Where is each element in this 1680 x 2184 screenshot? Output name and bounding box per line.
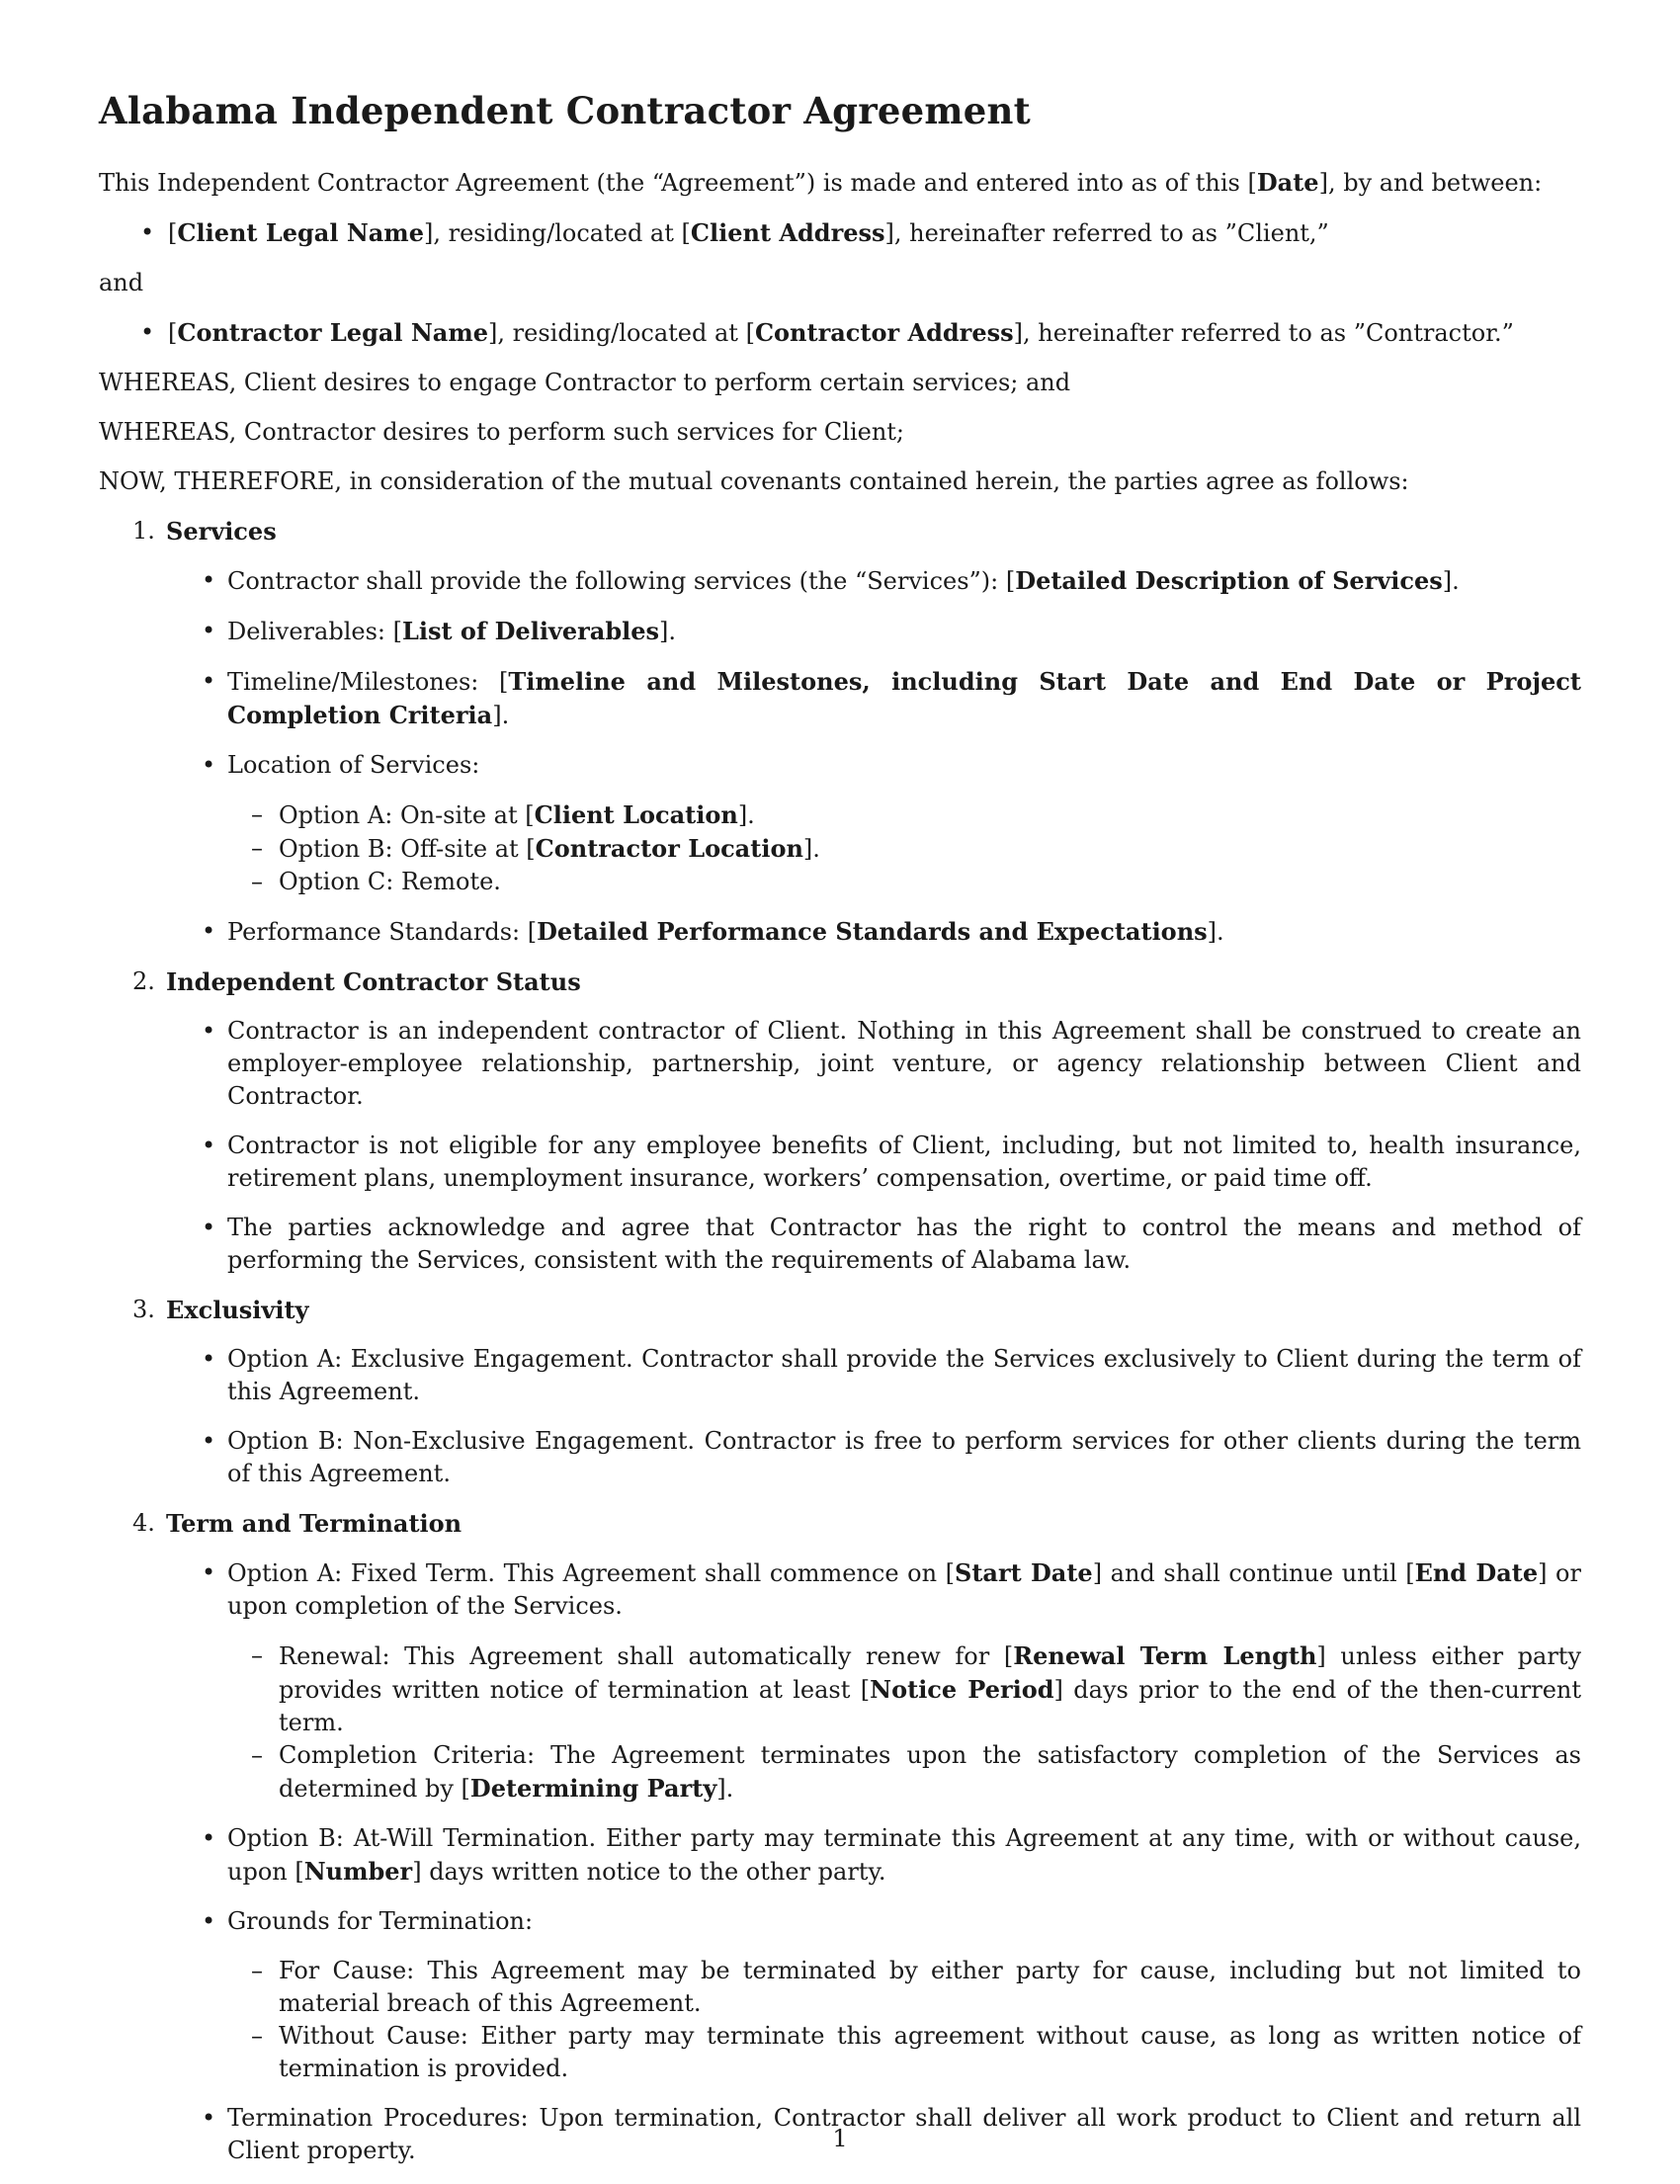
contractor-name-placeholder: Contractor Legal Name: [177, 318, 489, 347]
list-item: [99, 665, 1581, 732]
section-contractor-status: [99, 966, 1581, 1277]
and-text: and: [99, 269, 144, 296]
item-text: Grounds for Termination:: [227, 1907, 534, 1935]
item-text: Renewal: This Agreement shall automatically renew for [: [279, 1642, 1014, 1670]
section-exclusivity: [99, 1294, 1581, 1490]
placeholder: Timeline and Milestones, including Start Date and End Date or Project Completion Criteria: [227, 667, 1581, 729]
list-item: • Option B: Non-Exclusive Engagement. Contractor is free to perform services for other clients during the term of this Agreement.: [99, 1425, 1581, 1490]
item-text: Option A: Fixed Term. This Agreement shall commence on [: [227, 1559, 955, 1587]
item-text: ] days prior to the end of the then-current term.: [279, 1676, 1582, 1736]
whereas-1: WHEREAS, Client desires to engage Contractor to perform certain services; and: [99, 369, 1071, 396]
placeholder: Number: [303, 1857, 413, 1886]
item-text: Performance Standards: [: [227, 918, 538, 946]
item-text: ].: [802, 835, 820, 863]
section-title: Exclusivity: [166, 1296, 309, 1324]
sections-list: [99, 515, 1581, 2167]
section-heading: [99, 515, 1581, 547]
item-text: ].: [659, 618, 677, 645]
sub-list: [99, 1639, 1581, 1806]
sub-item: [99, 866, 1581, 898]
list-item: [99, 1822, 1581, 1889]
placeholder: Start Date: [954, 1558, 1093, 1587]
list-item: • Contractor is not eligible for any employee benefits of Client, including, but not limited to, health insurance, retirement plans, unemployment insurance, workers’ compensation, overtime, or paid time off.: [99, 1130, 1581, 1195]
page-number: 1: [832, 2125, 848, 2152]
sub-item: [99, 1739, 1581, 1806]
list-item: [99, 1556, 1581, 1806]
section-title: Term and Termination: [166, 1509, 462, 1538]
placeholder: List of Deliverables: [401, 617, 660, 645]
section-items: [99, 564, 1581, 949]
section-services: [99, 515, 1581, 949]
sub-item: [99, 832, 1581, 866]
party-text: ], residing/located at [: [423, 219, 691, 247]
item-text: Option C: Remote.: [279, 868, 501, 895]
party-client: [99, 216, 1581, 250]
section-title: Services: [166, 517, 277, 546]
item-text: ].: [1442, 567, 1460, 595]
list-item: [99, 1905, 1581, 2085]
whereas-2: WHEREAS, Contractor desires to perform such services for Client;: [99, 418, 905, 446]
section-items: [99, 1556, 1581, 2167]
party-contractor: [99, 316, 1581, 350]
document-page: [99, 87, 1581, 2184]
item-text: Option B: Off-site at [: [279, 835, 536, 863]
item-text: ].: [737, 801, 755, 829]
party-text: ], residing/located at [: [488, 319, 755, 347]
section-number: 2.: [132, 967, 155, 995]
item-text: ].: [716, 1775, 734, 1803]
placeholder: Client Location: [534, 800, 738, 829]
section-items: [99, 1015, 1581, 1277]
section-term-termination: [99, 1507, 1581, 2167]
client-name-placeholder: Client Legal Name: [177, 218, 424, 247]
date-placeholder: Date: [1256, 168, 1319, 197]
item-text: Timeline/Milestones: [: [227, 668, 509, 696]
contractor-address-placeholder: Contractor Address: [754, 318, 1014, 347]
item-text: Location of Services:: [227, 751, 480, 779]
document-title: Alabama Independent Contractor Agreement: [99, 89, 1031, 132]
sub-item: [99, 1639, 1581, 1739]
bracket: [: [168, 219, 178, 247]
item-text: Contractor shall provide the following services (the “Services”): [: [227, 567, 1016, 595]
placeholder: Determining Party: [469, 1774, 717, 1803]
intro-paragraph: [99, 166, 1581, 200]
section-title: Independent Contractor Status: [166, 967, 581, 996]
item-text: ] unless either party provides written notice of termination at least [: [279, 1642, 1581, 1704]
section-heading: [99, 1294, 1581, 1326]
client-address-placeholder: Client Address: [690, 218, 885, 247]
list-item: • Contractor is an independent contractor of Client. Nothing in this Agreement shall be construed to create an employer-employee relationship, partnership, joint venture, or agency relationship between Client and Contractor.: [99, 1015, 1581, 1113]
sub-item: – Without Cause: Either party may terminate this agreement without cause, as long as written notice of termination is provided.: [99, 2020, 1581, 2085]
section-items: [99, 1343, 1581, 1490]
party-text: ], hereinafter referred to as ”Contractor.”: [1013, 319, 1514, 347]
section-heading: [99, 966, 1581, 998]
item-text: Deliverables: [: [227, 618, 402, 645]
intro-suffix: ], by and between:: [1318, 169, 1543, 197]
list-item: [99, 564, 1581, 598]
party-list-contractor: [99, 316, 1581, 350]
item-text: ].: [492, 702, 510, 729]
list-item: • Option A: Exclusive Engagement. Contractor shall provide the Services exclusively to Client during the term of this Agreement.: [99, 1343, 1581, 1408]
placeholder: Renewal Term Length: [1013, 1641, 1317, 1670]
sub-item: [99, 798, 1581, 832]
item-text: ] or upon completion of the Services.: [227, 1559, 1581, 1620]
sub-list: [99, 1955, 1581, 2085]
section-number: 4.: [132, 1509, 155, 1537]
placeholder: End Date: [1414, 1558, 1539, 1587]
party-text: ], hereinafter referred to as ”Client,”: [884, 219, 1329, 247]
list-item: [99, 915, 1581, 949]
item-text: ] and shall continue until [: [1092, 1559, 1415, 1587]
intro-prefix: This Independent Contractor Agreement (the “Agreement”) is made and entered into as of this [: [99, 169, 1257, 197]
item-text: ].: [1207, 918, 1224, 946]
bracket: [: [168, 319, 178, 347]
list-item: [99, 749, 1581, 898]
placeholder: Notice Period: [870, 1675, 1054, 1704]
list-item: • Termination Procedures: Upon termination, Contractor shall deliver all work product to Client and return all Client property.: [99, 2102, 1581, 2167]
placeholder: Contractor Location: [535, 834, 803, 863]
placeholder: Detailed Description of Services: [1015, 566, 1443, 595]
placeholder: Detailed Performance Standards and Expectations: [537, 917, 1208, 946]
sub-item: – For Cause: This Agreement may be terminated by either party for cause, including but not limited to material breach of this Agreement.: [99, 1955, 1581, 2020]
party-list-client: [99, 216, 1581, 250]
item-text: Option B: At-Will Termination. Either party may terminate this Agreement at any time, with or without cause, upon [: [227, 1824, 1581, 1886]
item-text: Completion Criteria: The Agreement terminates upon the satisfactory completion of the Services as determined by [: [279, 1741, 1581, 1803]
section-number: 3.: [132, 1296, 155, 1323]
now-therefore: NOW, THEREFORE, in consideration of the mutual covenants contained herein, the parties agree as follows:: [99, 467, 1409, 495]
list-item: [99, 615, 1581, 648]
section-heading: [99, 1507, 1581, 1540]
list-item: • The parties acknowledge and agree that Contractor has the right to control the means and method of performing the Services, consistent with the requirements of Alabama law.: [99, 1212, 1581, 1277]
item-text: ] days written notice to the other party.: [412, 1858, 886, 1886]
sub-list: [99, 798, 1581, 898]
item-text: Option A: On-site at [: [279, 801, 535, 829]
section-number: 1.: [132, 517, 155, 545]
